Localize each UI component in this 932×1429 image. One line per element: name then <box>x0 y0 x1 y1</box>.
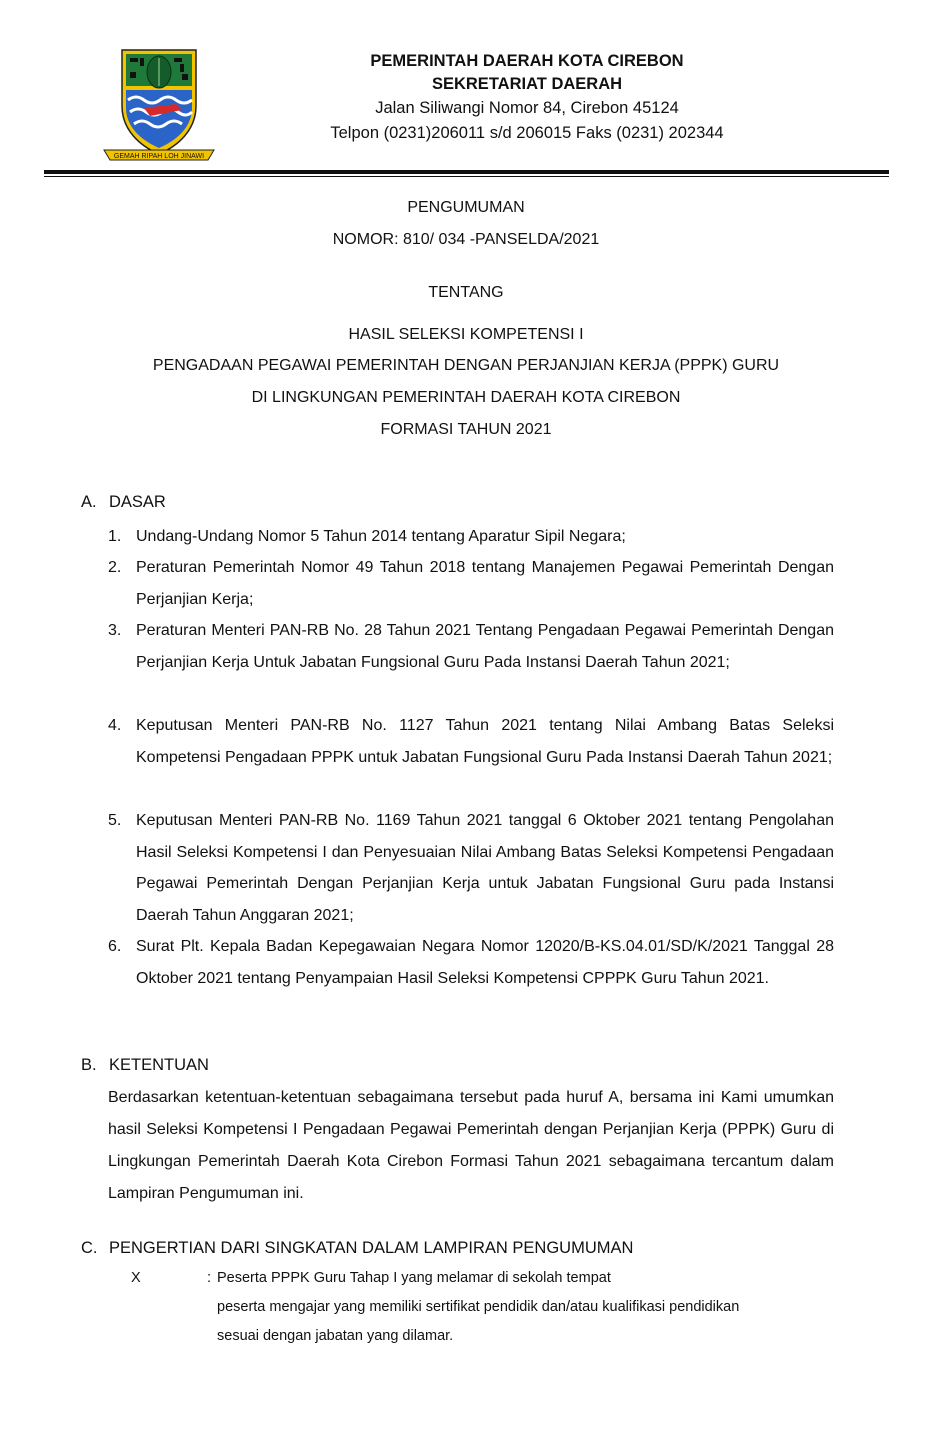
document-subject-line-2: PENGADAAN PEGAWAI PEMERINTAH DENGAN PERJANJIAN KERJA (PPPK) GURU <box>152 357 780 374</box>
list-item <box>108 615 834 678</box>
document-subject-line-3: DI LINGKUNGAN PEMERINTAH DAERAH KOTA CIREBON <box>251 389 681 406</box>
document-number: NOMOR: 810/ 034 -PANSELDA/2021 <box>332 231 600 248</box>
definition-term: X <box>131 1270 141 1286</box>
document-type: PENGUMUMAN <box>407 199 525 216</box>
section-b-title: KETENTUAN <box>109 1056 209 1074</box>
cirebon-coat-of-arms-logo <box>98 46 220 162</box>
list-item-number: 1. <box>108 528 122 545</box>
list-item-text: Surat Plt. Kepala Badan Kepegawaian Negara Nomor 12020/B-KS.04.01/SD/K/2021 Tanggal 28 Oktober 2021 tentang Penyampaian Hasil Seleksi Kompetensi CPPPK Guru Tahun 2021. <box>136 938 834 987</box>
list-item-text: Peraturan Pemerintah Nomor 49 Tahun 2018 tentang Manajemen Pegawai Pemerintah Dengan Perjanjian Kerja; <box>136 559 834 608</box>
list-item-number: 3. <box>108 622 122 639</box>
list-item <box>108 710 834 773</box>
list-item-text: Peraturan Menteri PAN-RB No. 28 Tahun 2021 Tentang Pengadaan Pegawai Pemerintah Dengan Perjanjian Kerja Untuk Jabatan Fungsional Guru Pada Instansi Daerah Tahun 2021; <box>136 622 834 671</box>
document-subject-line-4: FORMASI TAHUN 2021 <box>380 421 552 438</box>
letterhead-phone: Telpon (0231)206011 s/d 206015 Faks (0231) 202344 <box>330 124 724 142</box>
definition-separator: : <box>207 1270 212 1286</box>
section-a-letter: A. <box>81 493 97 511</box>
list-item-number: 5. <box>108 812 122 829</box>
list-item <box>108 521 834 553</box>
list-item-number: 2. <box>108 559 122 576</box>
letterhead-divider-thick <box>44 170 889 174</box>
section-c-heading <box>81 1239 633 1258</box>
letterhead <box>290 50 764 146</box>
list-item <box>108 805 834 931</box>
list-item-text: Undang-Undang Nomor 5 Tahun 2014 tentang Aparatur Sipil Negara; <box>136 528 626 545</box>
section-b-letter: B. <box>81 1056 97 1074</box>
letterhead-secretariat: SEKRETARIAT DAERAH <box>431 75 623 93</box>
section-c-title: PENGERTIAN DARI SINGKATAN DALAM LAMPIRAN PENGUMUMAN <box>109 1239 634 1257</box>
definition-line-1: Peserta PPPK Guru Tahap I yang melamar di sekolah tempat <box>217 1270 611 1286</box>
letterhead-divider-thin <box>44 176 889 177</box>
list-item <box>108 552 834 615</box>
list-item <box>108 931 834 994</box>
definition-line-3: sesuai dengan jabatan yang dilamar. <box>217 1328 454 1344</box>
logo-motto: GEMAH RIPAH LOH JINAWI <box>113 153 205 160</box>
section-a-title: DASAR <box>109 493 166 511</box>
letterhead-government: PEMERINTAH DAERAH KOTA CIREBON <box>370 52 684 70</box>
document-subject-line-1: HASIL SELEKSI KOMPETENSI I <box>348 326 584 343</box>
document-about: TENTANG <box>428 284 504 301</box>
list-item-text: Keputusan Menteri PAN-RB No. 1169 Tahun 2021 tanggal 6 Oktober 2021 tentang Pengolahan Hasil Seleksi Kompetensi I dan Penyesuaian Nilai Ambang Batas Seleksi Kompetensi Pengadaan Pegawai Pemerintah Dengan Perjanjian Kerja untuk Jabatan Fungsional Guru pada Instansi Daerah Tahun Anggaran 2021; <box>136 812 834 924</box>
list-item-number: 4. <box>108 717 122 734</box>
section-b-heading <box>81 1056 209 1075</box>
letterhead-address: Jalan Siliwangi Nomor 84, Cirebon 45124 <box>375 99 679 117</box>
definition-line-2: peserta mengajar yang memiliki sertifikat pendidik dan/atau kualifikasi pendidikan <box>217 1299 740 1315</box>
list-item-text: Keputusan Menteri PAN-RB No. 1127 Tahun 2021 tentang Nilai Ambang Batas Seleksi Kompetensi Pengadaan PPPK untuk Jabatan Fungsional Guru Pada Instansi Daerah Tahun 2021; <box>136 717 834 766</box>
section-b-paragraph: Berdasarkan ketentuan-ketentuan sebagaimana tersebut pada huruf A, bersama ini Kami umumkan hasil Seleksi Kompetensi I Pengadaan Pegawai Pemerintah dengan Perjanjian Kerja (PPPK) Guru di Lingkungan Pemerintah Daerah Kota Cirebon Formasi Tahun 2021 sebagaimana tercantum dalam Lampiran Pengumuman ini. <box>108 1089 834 1202</box>
list-item-number: 6. <box>108 938 122 955</box>
section-c-letter: C. <box>81 1239 98 1257</box>
section-a-heading <box>81 493 166 512</box>
